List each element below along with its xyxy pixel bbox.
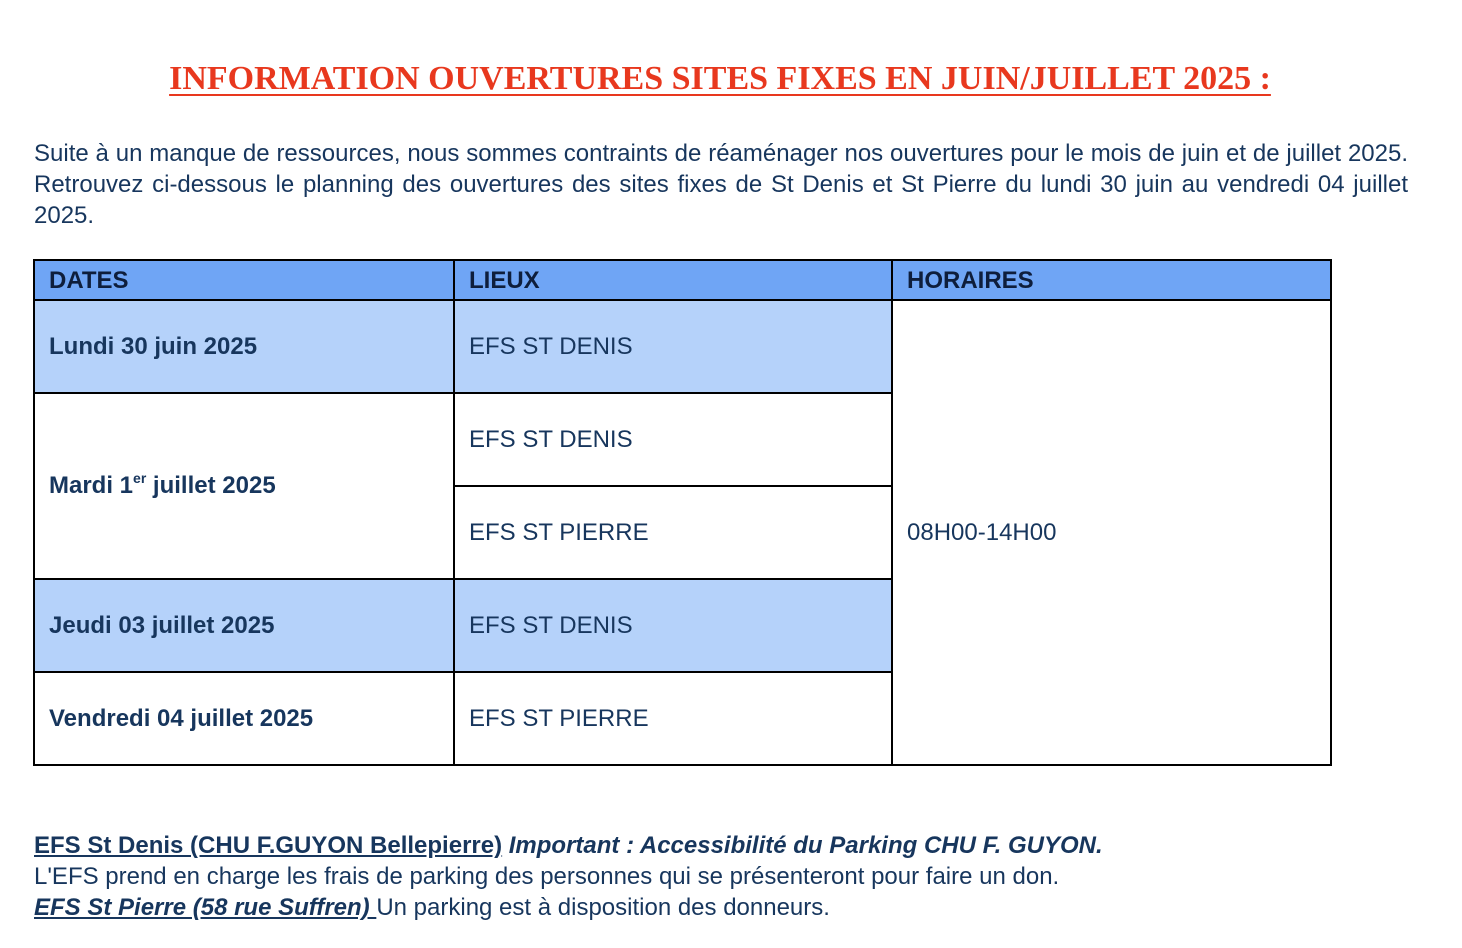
lieu-cell: EFS ST PIERRE — [454, 486, 892, 579]
lieu-cell: EFS ST DENIS — [454, 579, 892, 672]
header-horaires: HORAIRES — [892, 260, 1331, 300]
stdenis-line — [34, 830, 1434, 861]
lieu-cell: EFS ST DENIS — [454, 393, 892, 486]
stdenis-important: Important : Accessibilité du Parking CHU F. GUYON. — [508, 832, 1103, 859]
lieu-cell: EFS ST PIERRE — [454, 672, 892, 765]
stpierre-text: Un parking est à disposition des donneurs. — [376, 894, 830, 921]
horaires-cell: 08H00-14H00 — [892, 300, 1331, 765]
table-row — [34, 300, 1331, 393]
table-header-row — [34, 260, 1331, 300]
planning-table — [33, 259, 1332, 766]
lieu-cell: EFS ST DENIS — [454, 300, 892, 393]
date-cell: Lundi 30 juin 2025 — [34, 300, 454, 393]
date-text: juillet 2025 — [146, 472, 276, 499]
stdenis-label: EFS St Denis (CHU F.GUYON Bellepierre) — [34, 832, 503, 859]
intro-paragraph: Suite à un manque de ressources, nous sommes contraints de réaménager nos ouvertures pour le mois de juin et de juillet 2025. Retrouvez ci-dessous le planning des ouvertures des sites fixes de St Denis et St Pierre du lundi 30 juin au vendredi 04 juillet 2025. — [34, 140, 1408, 229]
date-superscript: er — [133, 470, 147, 486]
header-dates: DATES — [34, 260, 454, 300]
stpierre-label: EFS St Pierre (58 rue Suffren) — [34, 894, 377, 921]
page-title: INFORMATION OUVERTURES SITES FIXES EN JUIN/JUILLET 2025 : — [169, 60, 1271, 97]
date-cell — [34, 393, 454, 579]
date-text: Mardi 1 — [49, 472, 134, 499]
stpierre-line — [34, 892, 1434, 923]
parking-line: L'EFS prend en charge les frais de parking des personnes qui se présenteront pour faire un don. — [34, 863, 1060, 890]
date-cell: Jeudi 03 juillet 2025 — [34, 579, 454, 672]
header-lieux: LIEUX — [454, 260, 892, 300]
notes-section — [34, 830, 1434, 923]
date-cell: Vendredi 04 juillet 2025 — [34, 672, 454, 765]
